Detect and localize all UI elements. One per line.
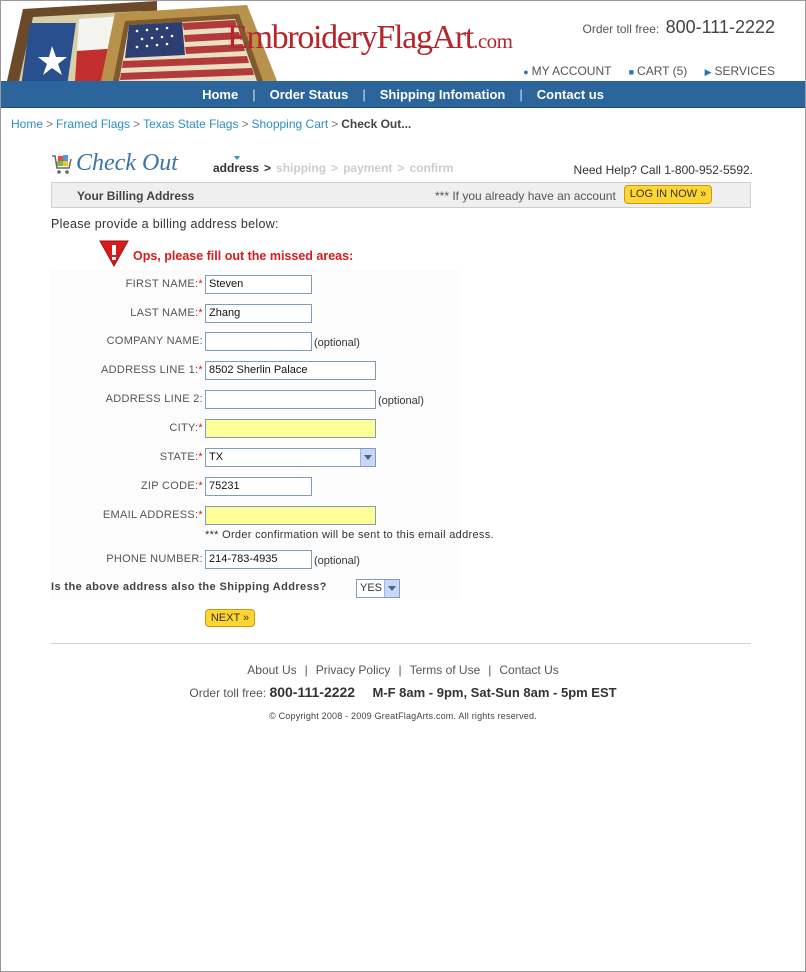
state-row <box>51 448 591 468</box>
my-account-label: MY ACCOUNT <box>531 64 612 78</box>
checkout-heading <box>51 151 753 181</box>
toll-free-number: 800-111-2222 <box>665 17 775 37</box>
logo-suffix: .com <box>473 29 513 53</box>
zip-code-label <box>141 480 203 492</box>
last-name-label <box>130 307 203 319</box>
footer-privacy-policy[interactable]: Privacy Policy <box>315 663 391 677</box>
step-arrow: > <box>331 161 339 175</box>
footer-about-us[interactable]: About Us <box>247 663 297 677</box>
login-button[interactable]: LOG IN NOW » <box>624 185 712 204</box>
address-line-1-input[interactable]: 8502 Sherlin Palace <box>205 361 376 380</box>
address-2-optional-note: (optional) <box>378 395 424 407</box>
state-selected-value: TX <box>209 451 224 463</box>
logo-main: EmbroideryFlagArt <box>227 19 474 56</box>
required-marker: * <box>198 480 203 492</box>
first-name-label <box>126 278 203 290</box>
email-row <box>51 506 591 526</box>
email-label-text: EMAIL ADDRESS: <box>102 509 199 521</box>
required-marker: * <box>198 278 203 290</box>
company-name-row <box>51 332 591 352</box>
footer-divider <box>51 643 751 644</box>
last-name-row <box>51 304 591 324</box>
phone-row <box>51 550 591 570</box>
nav-separator: | <box>252 87 256 102</box>
breadcrumb-home[interactable]: Home <box>11 117 44 131</box>
phone-label: PHONE NUMBER: <box>106 553 203 565</box>
phone-input[interactable]: 214-783-4935 <box>205 550 312 569</box>
site-header <box>1 1 805 81</box>
state-label-text: STATE: <box>159 451 199 463</box>
breadcrumb-framed-flags[interactable]: Framed Flags <box>56 117 131 131</box>
select-arrow-icon[interactable] <box>360 449 375 466</box>
email-note: *** Order confirmation will be sent to this email address. <box>205 529 494 541</box>
top-links <box>509 64 775 78</box>
required-marker: * <box>198 307 203 319</box>
company-name-input[interactable] <box>205 332 312 351</box>
footer-contact-us[interactable]: Contact Us <box>499 663 559 677</box>
state-select[interactable] <box>205 448 376 467</box>
nav-separator: | <box>362 87 366 102</box>
step-shipping: shipping <box>276 161 327 175</box>
required-marker: * <box>198 509 203 521</box>
step-confirm: confirm <box>409 161 454 175</box>
billing-bar <box>51 182 751 208</box>
company-name-label: COMPANY NAME: <box>106 335 203 347</box>
breadcrumb-separator: > <box>46 117 54 131</box>
zip-code-label-text: ZIP CODE: <box>140 480 199 492</box>
address-line-2-label: ADDRESS LINE 2: <box>105 393 203 405</box>
copyright: © Copyright 2008 - 2009 GreatFlagArts.com. All rights reserved. <box>269 711 537 721</box>
checkout-steps <box>213 161 453 175</box>
footer-toll-label: Order toll free: <box>189 686 267 700</box>
footer-links <box>0 663 806 677</box>
zip-code-row <box>51 477 591 497</box>
step-arrow: > <box>397 161 405 175</box>
first-name-label-text: FIRST NAME: <box>125 278 199 290</box>
billing-title: Your Billing Address <box>77 189 195 203</box>
zip-code-input[interactable]: 75231 <box>205 477 312 496</box>
form-intro: Please provide a billing address below: <box>51 217 279 231</box>
bullet-icon: ● <box>523 67 529 77</box>
email-label <box>103 509 203 521</box>
triangle-bullet-icon: ▶ <box>704 67 712 77</box>
breadcrumb-separator: > <box>331 117 339 131</box>
breadcrumb-shopping-cart[interactable]: Shopping Cart <box>251 117 329 131</box>
first-name-row <box>51 275 591 295</box>
services-link[interactable] <box>705 64 775 78</box>
city-row <box>51 419 591 439</box>
help-text: Need Help? Call 1-800-952-5592. <box>573 163 753 177</box>
account-text: *** If you already have an account <box>435 189 616 203</box>
address-line-1-row <box>51 361 591 381</box>
breadcrumb <box>11 117 411 131</box>
breadcrumb-texas-state-flags[interactable]: Texas State Flags <box>143 117 239 131</box>
shipping-question: Is the above address also the Shipping Address? <box>51 581 327 593</box>
cart-icon <box>51 153 73 175</box>
footer-separator: | <box>398 663 402 677</box>
shipping-same-select[interactable] <box>356 579 400 598</box>
my-account-link[interactable] <box>523 64 611 78</box>
required-marker: * <box>198 364 203 376</box>
site-logo[interactable] <box>227 19 512 57</box>
footer-hours: M-F 8am - 9pm, Sat-Sun 8am - 5pm EST <box>372 685 617 700</box>
error-icon <box>98 238 130 268</box>
main-nav <box>1 81 805 108</box>
services-label: SERVICES <box>714 64 775 78</box>
footer-toll-free <box>0 684 806 700</box>
cart-link[interactable] <box>629 64 688 78</box>
company-optional-note: (optional) <box>314 337 360 349</box>
city-label <box>169 422 203 434</box>
nav-separator: | <box>519 87 523 102</box>
step-arrow: > <box>264 161 272 175</box>
checkout-title: Check Out <box>76 150 178 176</box>
nav-home[interactable]: Home <box>202 87 239 102</box>
nav-shipping-information[interactable]: Shipping Infomation <box>379 87 506 102</box>
error-message: Ops, please fill out the missed areas: <box>133 249 354 263</box>
toll-free-label: Order toll free: <box>582 22 660 36</box>
shipping-same-value: YES <box>360 582 383 594</box>
address-line-1-label-text: ADDRESS LINE 1: <box>100 364 199 376</box>
last-name-label-text: LAST NAME: <box>130 307 199 319</box>
footer-separator: | <box>488 663 492 677</box>
first-name-input[interactable]: Steven <box>205 275 312 294</box>
footer-toll-number: 800-111-2222 <box>269 684 356 700</box>
phone-optional-note: (optional) <box>314 555 360 567</box>
select-arrow-icon[interactable] <box>384 580 399 597</box>
step-payment: payment <box>343 161 393 175</box>
breadcrumb-separator: > <box>241 117 249 131</box>
footer-separator: | <box>304 663 308 677</box>
breadcrumb-current: Check Out... <box>341 117 412 131</box>
address-line-2-input[interactable] <box>205 390 376 409</box>
address-line-2-row <box>51 390 591 410</box>
cart-label: CART (5) <box>637 64 688 78</box>
required-marker: * <box>198 422 203 434</box>
address-line-1-label <box>101 364 203 376</box>
nav-contact-us[interactable]: Contact us <box>536 87 604 102</box>
last-name-input[interactable]: Zhang <box>205 304 312 323</box>
required-marker: * <box>198 451 203 463</box>
city-input[interactable] <box>205 419 376 438</box>
toll-free <box>583 17 775 38</box>
square-bullet-icon: ■ <box>628 67 635 77</box>
nav-order-status[interactable]: Order Status <box>269 87 349 102</box>
state-label <box>160 451 203 463</box>
footer-terms-of-use[interactable]: Terms of Use <box>409 663 481 677</box>
breadcrumb-separator: > <box>133 117 141 131</box>
city-label-text: CITY: <box>169 422 199 434</box>
step-address: address <box>213 161 260 175</box>
next-button[interactable]: NEXT » <box>205 609 255 627</box>
email-input[interactable] <box>205 506 376 525</box>
